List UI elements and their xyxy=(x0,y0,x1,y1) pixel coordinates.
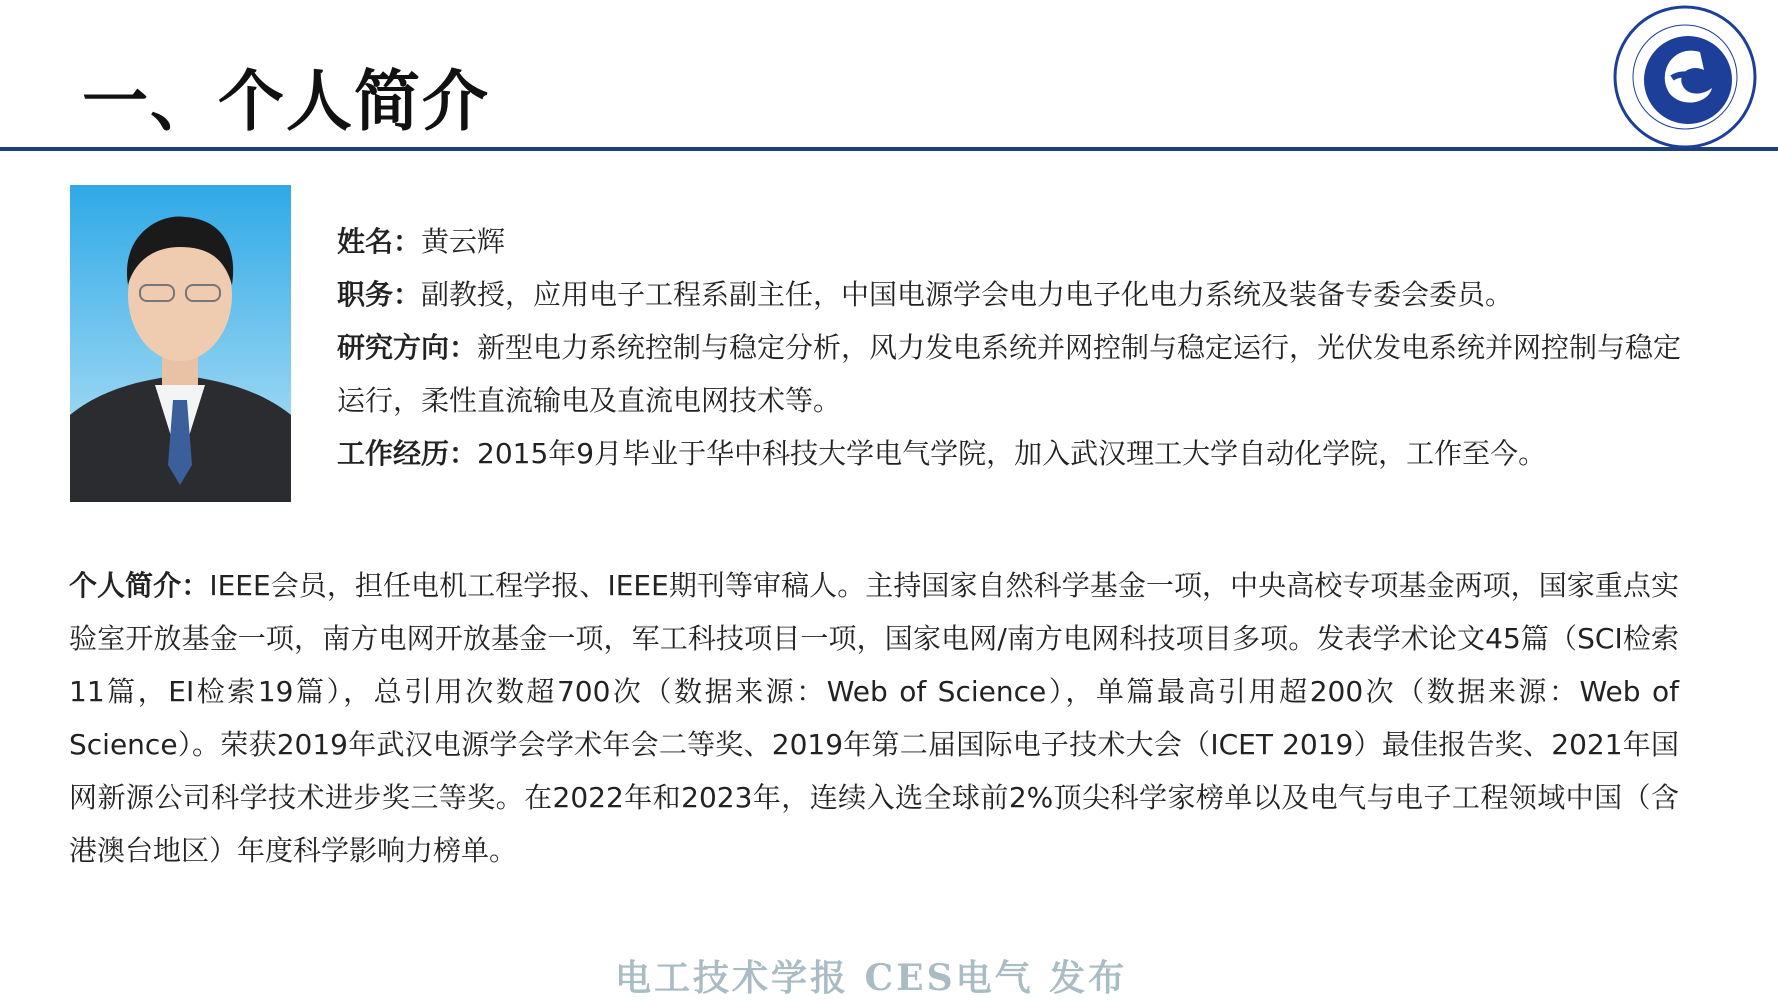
bio-text: IEEE会员，担任电机工程学报、IEEE期刊等审稿人。主持国家自然科学基金一项，中央高校专项基金两项，国家重点实验室开放基金一项，南方电网开放基金一项，军工科技项目一项，国家电网/南方电网科技项目多项。发表学术论文45篇（SCI检索11篇，EI检索19篇），总引用次数超700次（数据来源：Web of Science），单篇最高引用超200次（数据来源：Web of Science）。荣获2019年武汉电源学会学术年会二等奖、2019年第二届国际电子技术大会（ICET 2019）最佳报告奖、2021年国网新源公司科学技术进步奖三等奖。在2022年和2023年，连续入选全球前2%顶尖科学家榜单以及电气与电子工程领域中国（含港澳台地区）年度科学影响力榜单。 xyxy=(69,569,1679,867)
position-label: 职务： xyxy=(337,278,422,311)
research-row xyxy=(337,321,1697,427)
experience-label: 工作经历： xyxy=(337,437,478,470)
position-row xyxy=(337,268,1697,321)
name-row xyxy=(337,215,1697,268)
position-value: 副教授，应用电子工程系副主任，中国电源学会电力电子化电力系统及装备专委会委员。 xyxy=(421,278,1514,311)
research-value: 新型电力系统控制与稳定分析，风力发电系统并网控制与稳定运行，光伏发电系统并网控制与稳定运行，柔性直流输电及直流电网技术等。 xyxy=(337,331,1682,417)
experience-row xyxy=(337,427,1697,480)
experience-value: 2015年9月毕业于华中科技大学电气学院，加入武汉理工大学自动化学院，工作至今。 xyxy=(477,437,1547,470)
name-label: 姓名： xyxy=(337,225,422,258)
biography xyxy=(69,559,1679,877)
university-logo xyxy=(1612,4,1758,150)
profile-photo xyxy=(70,185,291,502)
publisher-watermark: 电工技术学报 CES电气 发布 xyxy=(615,957,1128,999)
profile-info xyxy=(337,215,1697,480)
name-value: 黄云辉 xyxy=(421,225,506,258)
research-label: 研究方向： xyxy=(337,331,478,364)
bio-label: 个人简介： xyxy=(69,569,210,602)
header-divider xyxy=(0,147,1778,151)
page-title: 一、个人简介 xyxy=(82,63,490,140)
